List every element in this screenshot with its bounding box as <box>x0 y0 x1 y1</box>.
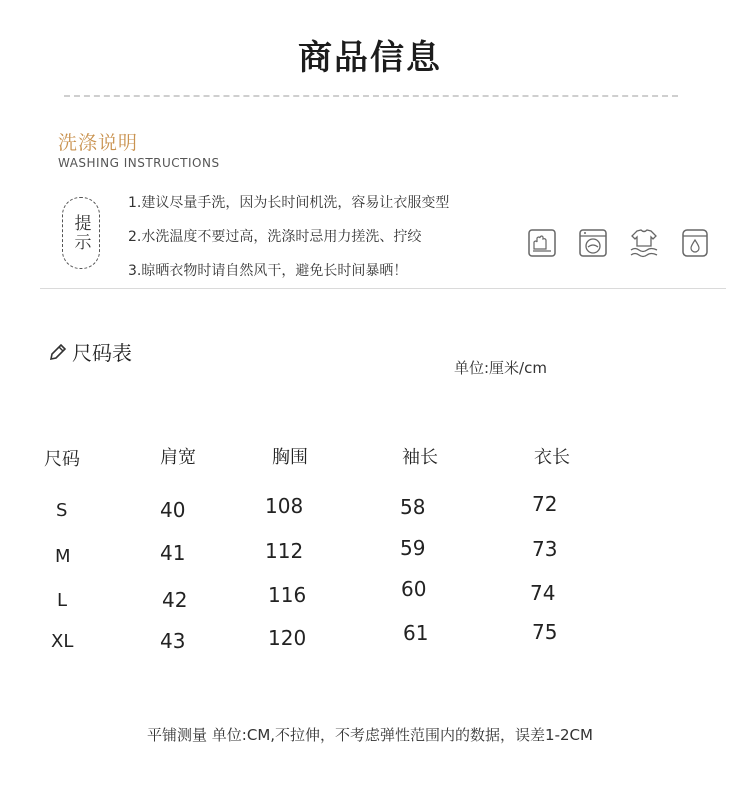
table-cell: 61 <box>403 621 429 645</box>
table-cell: 120 <box>268 626 307 650</box>
washing-subtitle: WASHING INSTRUCTIONS <box>58 156 220 170</box>
table-cell: 59 <box>400 536 426 560</box>
care-icons <box>527 227 710 259</box>
header-sleeve: 袖长 <box>402 447 438 468</box>
table-cell: 58 <box>400 495 426 519</box>
header-shoulder: 肩宽 <box>160 447 196 468</box>
hand-wash-icon <box>527 227 557 259</box>
washing-tip: 2.水洗温度不要过高，洗涤时忌用力搓洗、拧绞 <box>128 229 422 245</box>
size-label: XL <box>51 631 74 652</box>
washing-machine-icon <box>578 227 608 259</box>
table-cell: 60 <box>401 577 427 601</box>
drying-icon <box>680 227 710 259</box>
header-chest: 胸围 <box>272 447 308 468</box>
table-cell: 40 <box>160 498 186 522</box>
section-divider <box>40 288 726 289</box>
tip-badge-label: 提示 <box>70 214 91 252</box>
table-cell: 41 <box>160 541 186 565</box>
water-temperature-icon <box>629 227 659 259</box>
title-divider <box>64 95 678 97</box>
table-cell: 75 <box>532 620 558 644</box>
footer-note: 平铺测量 单位:CM,不拉伸，不考虑弹性范围内的数据，误差1-2CM <box>147 726 593 744</box>
size-chart-heading <box>48 337 132 366</box>
table-cell: 72 <box>532 492 558 516</box>
size-label: L <box>57 590 68 611</box>
table-cell: 74 <box>530 581 556 605</box>
size-unit: 单位:厘米/cm <box>454 359 547 377</box>
table-cell: 42 <box>162 588 188 612</box>
pencil-icon <box>48 342 68 362</box>
washing-tips <box>128 192 449 294</box>
washing-title: 洗涤说明 <box>58 132 139 154</box>
table-cell: 73 <box>532 537 558 561</box>
washing-tip: 3.晾晒衣物时请自然风干，避免长时间暴晒！ <box>128 263 408 279</box>
size-label: M <box>55 546 71 567</box>
page-title: 商品信息 <box>298 38 442 78</box>
size-chart-title: 尺码表 <box>72 341 132 365</box>
header-size: 尺码 <box>44 449 80 470</box>
table-cell: 116 <box>268 583 307 607</box>
tip-badge <box>62 197 100 269</box>
table-cell: 43 <box>160 629 186 653</box>
header-length: 衣长 <box>534 447 570 468</box>
table-cell: 112 <box>265 539 304 563</box>
size-label: S <box>56 500 68 521</box>
table-cell: 108 <box>265 494 304 518</box>
washing-tip: 1.建议尽量手洗，因为长时间机洗，容易让衣服变型 <box>128 195 450 211</box>
